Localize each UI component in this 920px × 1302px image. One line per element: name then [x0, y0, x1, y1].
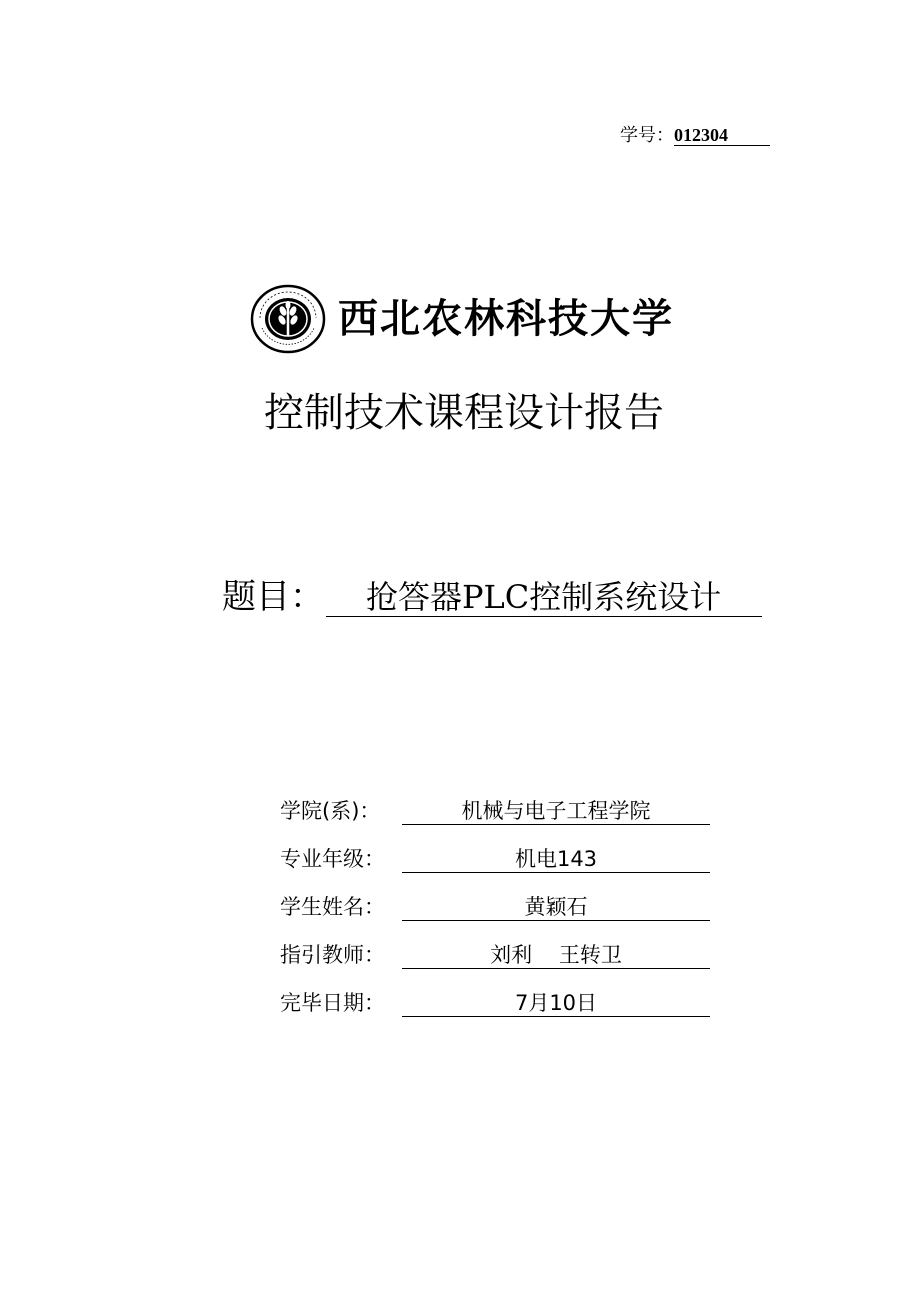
info-row-advisor [280, 940, 720, 988]
info-label: 完毕日期： [280, 991, 385, 1015]
topic-value: 抢答器PLC控制系统设计 [366, 578, 722, 616]
student-id-value: 012304 [674, 125, 770, 146]
info-row-date [280, 988, 720, 1036]
info-row-major [280, 844, 720, 892]
info-value: 黄颖石 [524, 895, 588, 919]
student-id [620, 124, 770, 148]
info-section [280, 796, 720, 1036]
info-value: 刘利 王转卫 [490, 943, 622, 967]
info-value: 7月10日 [514, 991, 598, 1015]
info-label: 学院(系)： [280, 799, 381, 823]
report-title: 控制技术课程设计报告 [264, 390, 664, 436]
info-label: 专业年级： [280, 847, 385, 871]
info-value: 机电143 [514, 847, 598, 871]
university-name: 西北农林科技大学 [338, 296, 674, 342]
info-label: 学生姓名： [280, 895, 385, 919]
university-seal-icon [250, 284, 326, 354]
info-value: 机械与电子工程学院 [461, 799, 651, 823]
info-label: 指引教师： [280, 943, 385, 967]
info-row-student [280, 892, 720, 940]
info-row-college [280, 796, 720, 844]
student-id-label: 学号： [620, 125, 674, 146]
topic-label: 题目： [222, 577, 324, 617]
